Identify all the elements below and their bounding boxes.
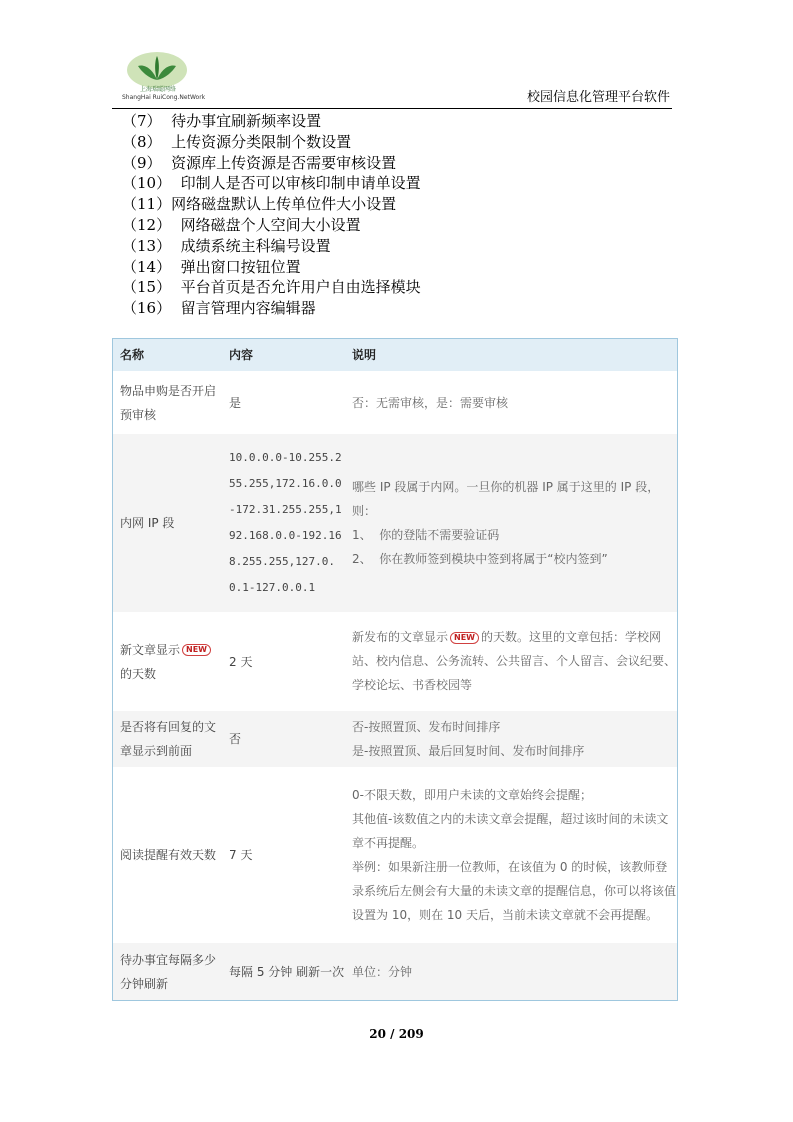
table-row: [113, 710, 677, 767]
cell-name: 待办事宜每隔多少分钟刷新: [120, 952, 217, 991]
item-text: 网络磁盘默认上传单位件大小设置: [171, 195, 397, 214]
item-number: （12）: [122, 215, 172, 234]
item-number: （10）: [122, 174, 172, 193]
item-number: （7）: [122, 112, 162, 130]
cell-value: 2 天: [229, 654, 253, 669]
name-text-pre: 新文章显示: [120, 642, 181, 657]
description-text: 单位：分钟: [352, 964, 413, 979]
cell-value: 10.0.0.0-10.255.255.255,172.16.0.0-172.31.255.255,192.168.0.0-192.168.255.255,127.0.0.1-127.0.0.1: [229, 451, 342, 594]
description-line: 其他值-该数值之内的未读文章会提醒，超过该时间的未读文章不再提醒。: [352, 812, 669, 850]
description-text-pre: 新发布的文章显示: [352, 630, 449, 644]
name-text-post: 的天数: [120, 666, 157, 681]
document-title: 校园信息化管理平台软件: [526, 90, 670, 105]
new-badge-icon: NEW: [182, 644, 211, 656]
list-item: [122, 298, 421, 319]
new-badge-icon: NEW: [450, 632, 479, 644]
description-line: 否-按照置顶、发布时间排序: [352, 720, 501, 734]
cell-value: 每隔 5 分钟 刷新一次: [229, 964, 345, 979]
description-line: 0-不限天数，即用户未读的文章始终会提醒；: [352, 788, 592, 802]
item-number: （9）: [122, 153, 162, 172]
cell-value: 是: [229, 395, 242, 410]
cell-description: [348, 613, 677, 710]
list-item: [122, 277, 421, 298]
logo-english-text: ShangHai RuiCong.NetWork: [122, 94, 206, 101]
table-row: [113, 612, 677, 710]
cell-description: [348, 768, 677, 942]
settings-table: [112, 338, 678, 1001]
cell-name: 物品申购是否开启预审核: [120, 383, 217, 422]
page-header: [112, 50, 672, 109]
item-number: （14）: [122, 257, 172, 276]
list-item: [122, 153, 421, 174]
cell-description: [348, 372, 677, 433]
item-number: （11）: [122, 195, 172, 214]
item-text: 网络磁盘个人空间大小设置: [171, 215, 361, 234]
table-row: [113, 433, 677, 612]
item-text: 上传资源分类限制个数设置: [161, 132, 352, 151]
item-number: （15）: [122, 278, 172, 297]
description-line: 1、 你的登陆不需要验证码: [352, 528, 500, 542]
item-number: （8）: [122, 132, 162, 151]
cell-name: 阅读提醒有效天数: [120, 848, 217, 862]
cell-value: 否: [229, 732, 242, 746]
cell-name: 是否将有回复的文章显示到前面: [120, 720, 217, 758]
item-text: 印制人是否可以审核印制申请单设置: [171, 174, 421, 193]
cell-description: [348, 711, 677, 767]
page-number: 20 / 209: [369, 1027, 424, 1041]
list-item: [122, 215, 421, 236]
description-line: 举例：如果新注册一位教师，在该值为 0 的时候，该教师登录系统后左侧会有大量的未读文章的提醒信息，你可以将该值设置为 10，则在 10 天后，当前未读文章就不会再提醒。: [352, 860, 677, 922]
item-number: （13）: [122, 236, 172, 255]
list-item: [122, 257, 421, 278]
item-text: 平台首页是否允许用户自由选择模块: [171, 278, 421, 297]
cell-description: [348, 943, 677, 1000]
list-item: [122, 132, 421, 153]
table-row: [113, 767, 677, 942]
header-content: 内容: [229, 348, 254, 362]
header-description: 说明: [352, 348, 377, 362]
item-text: 资源库上传资源是否需要审核设置: [161, 153, 397, 172]
item-number: （16）: [122, 299, 172, 318]
item-text: 留言管理内容编辑器: [171, 299, 316, 318]
list-item: [122, 194, 421, 215]
description-line: 哪些 IP 段属于内网。一旦你的机器 IP 属于这里的 IP 段，则：: [352, 480, 660, 518]
item-text: 弹出窗口按钮位置: [171, 257, 301, 276]
list-item: [122, 236, 421, 257]
table-header: [113, 339, 677, 371]
logo-chinese-text: 上海瑞聪网络: [140, 86, 177, 93]
description-line: 是-按照置顶、最后回复时间、发布时间排序: [352, 744, 585, 758]
header-name: 名称: [120, 348, 145, 362]
list-item: [122, 111, 421, 132]
description-line: 2、 你在教师签到模块中签到将属于“校内签到”: [352, 552, 608, 566]
item-text: 成绩系统主科编号设置: [171, 236, 331, 255]
list-item: [122, 173, 421, 194]
table-row: [113, 942, 677, 1000]
table-row: [113, 371, 677, 433]
cell-value: 7 天: [229, 848, 253, 862]
settings-list: [122, 111, 421, 319]
description-text: 否：无需审核，是：需要审核: [352, 395, 509, 410]
item-text: 待办事宜刷新频率设置: [161, 112, 322, 130]
cell-name: [113, 613, 224, 710]
cell-name: 内网 IP 段: [120, 516, 175, 530]
description-text-post: 的天数。这里的文章包括：学校网站、校内信息、公务流转、公共留言、个人留言、会议纪要、学校论坛、书香校园等: [352, 630, 677, 692]
cell-description: [348, 434, 677, 612]
